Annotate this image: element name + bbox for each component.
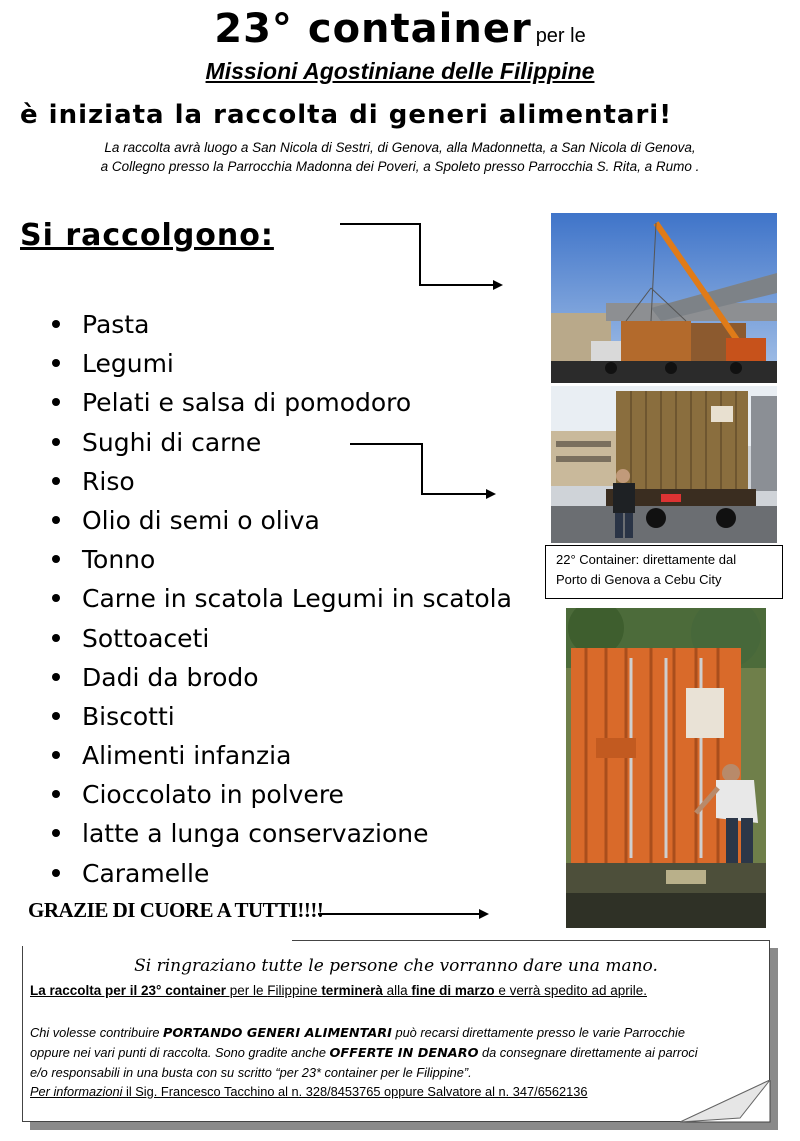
bullet-icon [52, 673, 60, 681]
photo-container-opening [566, 608, 766, 928]
bullet-icon [52, 516, 60, 524]
poster-headline: è iniziata la raccolta di generi alimentari! [20, 100, 673, 130]
footer-paragraph [30, 1023, 770, 1101]
footer-contact-info: Per informazioni il Sig. Francesco Tacchino al n. 328/8453765 oppure Salvatore al n. 347/6562136 [30, 1084, 588, 1099]
list-item: Cioccolato in polvere [42, 775, 522, 814]
footer-motto: Si ringraziano tutte le persone che vorranno dare una mano. [134, 956, 658, 976]
bullet-icon [52, 869, 60, 877]
locations-line-1: La raccolta avrà luogo a San Nicola di Sestri, di Genova, alla Madonnetta, a San Nicola di Genova, [104, 140, 696, 155]
bullet-icon [52, 829, 60, 837]
bullet-icon [52, 634, 60, 642]
footer-para-line-1: Chi volesse contribuire PORTANDO GENERI ALIMENTARI può recarsi direttamente presso le varie Parrocchie [30, 1025, 685, 1041]
list-item: Sottoaceti [42, 619, 522, 658]
bullet-icon [52, 790, 60, 798]
bullet-icon [52, 359, 60, 367]
caption-line-1: 22° Container: direttamente dal [556, 552, 737, 567]
footer-end-date-line: La raccolta per il 23° container per le Filippine terminerà alla fine di marzo e verrà spedito ad aprile. [30, 983, 647, 998]
list-item: Caramelle [42, 854, 522, 893]
list-item: Carne in scatola Legumi in scatola [42, 579, 522, 618]
title-main: 23° container [214, 6, 532, 52]
list-item: Dadi da brodo [42, 658, 522, 697]
title-suffix: per le [535, 25, 586, 47]
caption-line-2: Porto di Genova a Cebu City [556, 572, 722, 587]
list-item: Legumi [42, 344, 522, 383]
photo-container-truck [551, 386, 777, 543]
bullet-icon [52, 555, 60, 563]
collect-heading: Si raccolgono: [20, 218, 274, 253]
footer-para-line-2: oppure nei vari punti di raccolta. Sono gradite anche OFFERTE IN DENARO da consegnare direttamente ai parroci [30, 1045, 698, 1061]
list-item: Riso [42, 462, 522, 501]
list-item: Olio di semi o oliva [42, 501, 522, 540]
poster-subtitle: Missioni Agostiniane delle Filippine [205, 58, 595, 84]
footer-para-line-3: e/o responsabili in una busta con su scritto “per 23* container per le Filippine”. [30, 1065, 472, 1080]
list-item: latte a lunga conservazione [42, 814, 522, 853]
list-item: Pelati e salsa di pomodoro [42, 383, 522, 422]
bullet-icon [52, 320, 60, 328]
list-item: Tonno [42, 540, 522, 579]
bullet-icon [52, 398, 60, 406]
list-item: Sughi di carne [42, 423, 522, 462]
photo-caption [545, 545, 783, 599]
list-item: Alimenti infanzia [42, 736, 522, 775]
locations-line-2: a Collegno presso la Parrocchia Madonna dei Poveri, a Spoleto presso Parrocchia S. Rita, a Rumo . [100, 159, 700, 174]
bullet-icon [52, 712, 60, 720]
thanks-text: GRAZIE DI CUORE A TUTTI!!!! [28, 898, 324, 922]
bullet-icon [52, 751, 60, 759]
bullet-icon [52, 594, 60, 602]
list-item: Biscotti [42, 697, 522, 736]
photo-crane-loading [551, 213, 777, 383]
bullet-icon [52, 477, 60, 485]
arrow-top-head-icon [493, 280, 503, 290]
bullet-icon [52, 438, 60, 446]
arrow-top-icon [340, 224, 495, 285]
footer-tab [22, 932, 292, 946]
list-item: Pasta [42, 305, 522, 344]
food-items-list [42, 305, 522, 893]
arrow-bottom-head-icon [479, 909, 489, 919]
